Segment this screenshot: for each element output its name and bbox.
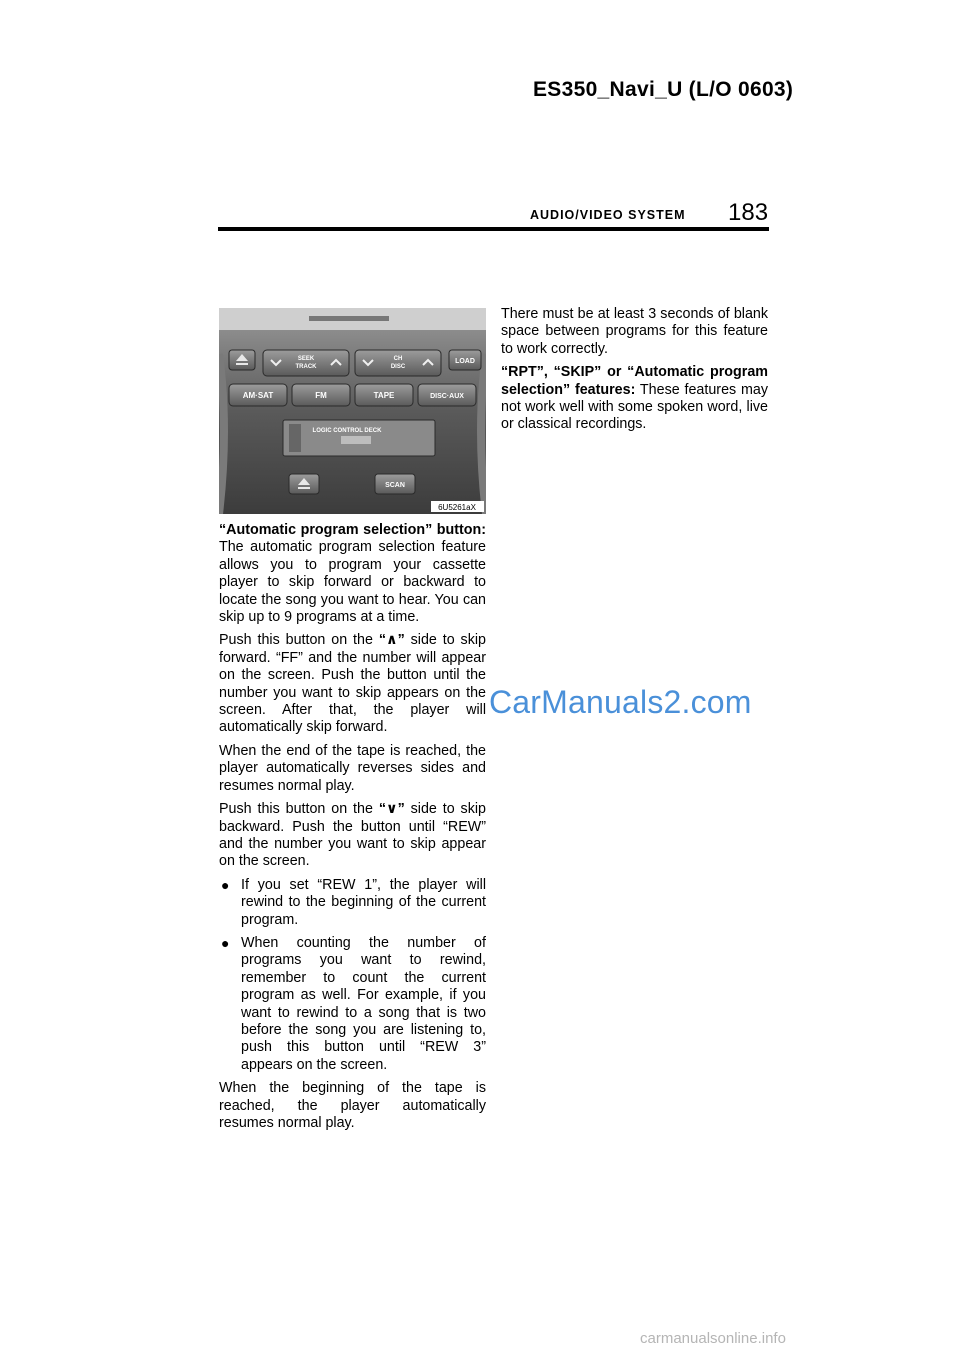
disc-aux-label: DISC·AUX xyxy=(430,393,464,400)
document-id: ES350_Navi_U (L/O 0603) xyxy=(533,78,794,101)
tape-label: TAPE xyxy=(373,391,395,400)
section-title: AUDIO/VIDEO SYSTEM xyxy=(530,208,686,222)
track-label: TRACK xyxy=(295,364,317,370)
intro-text: The automatic program selection feature allows you to program your cassette player to skip forward or backward to locate the song you want to hear. You can skip up to 9 programs at a time. xyxy=(219,539,486,626)
ch-label: CH xyxy=(393,356,403,362)
text-span: Push this button on the xyxy=(219,801,379,818)
section-heading: “Automatic program selection” button: xyxy=(219,522,486,538)
watermark: CarManuals2.com xyxy=(489,684,752,720)
up-arrow-symbol: “∧” xyxy=(378,632,405,649)
figure-code: 6U5261aX xyxy=(438,503,476,512)
tape-beginning-paragraph: When the beginning of the tape is reached, the player automatically resumes normal play. xyxy=(219,1080,486,1131)
bullet-text: When counting the number of programs you want to rewind, remember to count the current program as well. For example, if you want to rewind to a song that is two before the song you are listening to, push this button until “REW 3” appears on the screen. xyxy=(241,934,486,1073)
list-item xyxy=(219,935,486,1074)
right-column xyxy=(501,306,768,440)
tape-end-paragraph: When the end of the tape is reached, the player automatically reverses sides and resumes normal play. xyxy=(219,742,486,794)
bullet-icon: ● xyxy=(221,876,230,893)
down-arrow-symbol: “∨” xyxy=(378,801,405,818)
skip-backward-paragraph xyxy=(219,801,486,871)
audio-panel-figure xyxy=(219,308,486,514)
skip-forward-paragraph xyxy=(219,632,486,736)
fm-label: FM xyxy=(315,391,327,400)
text-span: side to skip forward. “FF” and the number will appear on the screen. Push the button until the number you want to skip appears on the screen. After that, the player will automatically skip forward. xyxy=(219,632,486,736)
bullet-text: If you set “REW 1”, the player will rewind to the beginning of the current program. xyxy=(241,876,486,928)
footer-watermark: carmanualsonline.info xyxy=(640,1330,786,1347)
load-label: LOAD xyxy=(455,358,475,365)
bullet-icon: ● xyxy=(221,934,230,951)
text-span: side to skip backward. Push the button until “REW” and the number you want to skip appear on the screen. xyxy=(219,801,486,870)
note-heading: “RPT”, “SKIP” or “Automatic program selection” features: xyxy=(501,364,768,398)
audio-panel-illustration xyxy=(219,308,486,514)
header-rule xyxy=(218,227,769,231)
note-body: These features may not work well with some spoken word, live or classical recordings. xyxy=(501,381,769,433)
scan-label: SCAN xyxy=(385,482,405,489)
page-number: 183 xyxy=(728,199,769,226)
list-item xyxy=(219,877,486,929)
text-span: Push this button on the xyxy=(219,632,379,649)
seek-track-button[interactable] xyxy=(263,350,349,376)
deck-label: LOGIC CONTROL DECK xyxy=(312,428,382,434)
ch-disc-button[interactable] xyxy=(355,350,441,376)
note-paragraph xyxy=(501,364,768,434)
blank-space-paragraph: There must be at least 3 seconds of blank space between programs for this feature to work correctly. xyxy=(501,306,768,357)
intro-paragraph xyxy=(219,522,486,626)
seek-label: SEEK xyxy=(297,356,315,362)
disc-label: DISC xyxy=(390,364,406,370)
left-column xyxy=(219,522,486,1138)
am-sat-label: AM·SAT xyxy=(242,391,274,400)
